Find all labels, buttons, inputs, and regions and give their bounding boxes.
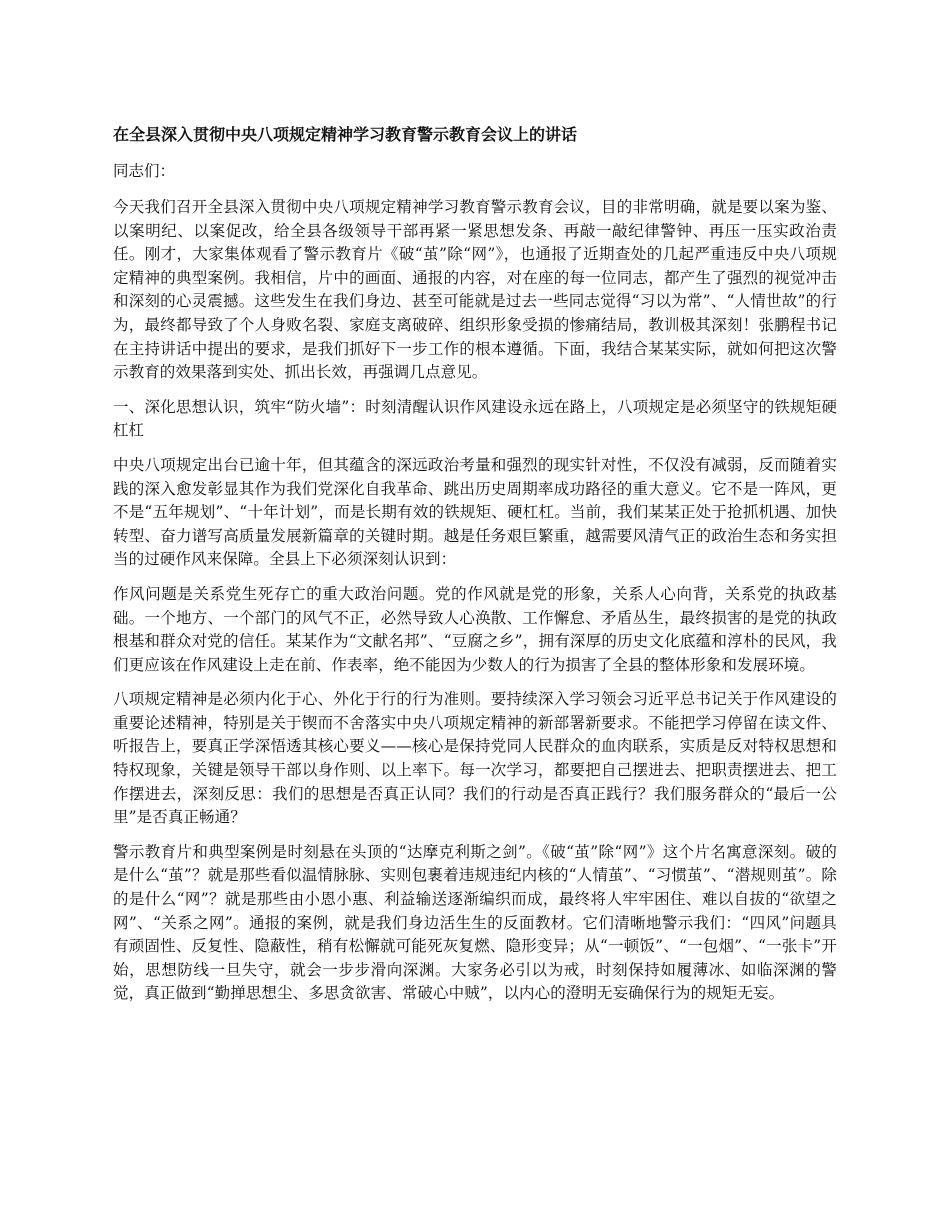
body-paragraph: 作风问题是关系党生死存亡的重大政治问题。党的作风就是党的形象，关系人心向背，关系党的执政基础。一个地方、一个部门的风气不正，必然导致人心涣散、工作懈怠、矛盾丛生，最终损害的是党的执政根基和群众对党的信任。某某作为“文献名邦”、“豆腐之乡”，拥有深厚的历史文化底蕴和淳朴的民风，我们更应该在作风建设上走在前、作表率，绝不能因为少数人的行为损害了全县的整体形象和发展环境。 [113, 584, 837, 674]
body-paragraph: 中央八项规定出台已逾十年，但其蕴含的深远政治考量和强烈的现实针对性，不仅没有减弱，反而随着实践的深入愈发彰显其作为我们党深化自我革命、跳出历史周期率成功路径的重大意义。它不是一阵风，更不是“五年规划”、“十年计划”，而是长期有效的铁规矩、硬杠杠。当前，我们某某正处于抢抓机遇、加快转型、奋力谱写高质量发展新篇章的关键时期。越是任务艰巨繁重，越需要风清气正的政治生态和务实担当的过硬作风来保障。全县上下必须深刻认识到： [113, 455, 837, 569]
document-title: 在全县深入贯彻中央八项规定精神学习教育警示教育会议上的讲话 [113, 125, 578, 144]
body-paragraph: 警示教育片和典型案例是时刻悬在头顶的“达摩克利斯之剑”。《破“茧”除“网”》这个片名寓意深刻。破的是什么“茧”？就是那些看似温情脉脉、实则包裹着违规违纪内核的“人情茧”、“习惯茧”、“潜规则茧”。除的是什么“网”？就是那些由小恩小惠、利益输送逐渐编织而成，最终将人牢牢困住、难以自拔的“欲望之网”、“关系之网”。通报的案例，就是我们身边活生生的反面教材。它们清晰地警示我们：“四风”问题具有顽固性、反复性、隐蔽性，稍有松懈就可能死灰复燃、隐形变异；从“一顿饭”、“一包烟”、“一张卡”开始，思想防线一旦失守，就会一步步滑向深渊。大家务必引以为戒，时刻保持如履薄冰、如临深渊的警觉，真正做到“勤掸思想尘、多思贪欲害、常破心中贼”，以内心的澄明无妄确保行为的规矩无妄。 [113, 842, 837, 1003]
document-page [113, 122, 837, 1017]
salutation: 同志们： [113, 162, 176, 180]
intro-paragraph: 今天我们召开全县深入贯彻中央八项规定精神学习教育警示教育会议，目的非常明确，就是要以案为鉴、以案明纪、以案促改，给全县各级领导干部再紧一紧思想发条、再敲一敲纪律警钟、再压一压实政治责任。刚才，大家集体观看了警示教育片《破“茧”除“网”》，也通报了近期查处的几起严重违反中央八项规定精神的典型案例。我相信，片中的画面、通报的内容，对在座的每一位同志，都产生了强烈的视觉冲击和深刻的心灵震撼。这些发生在我们身边、甚至可能就是过去一些同志觉得“习以为常”、“人情世故”的行为，最终都导致了个人身败名裂、家庭支离破碎、组织形象受损的惨痛结局，教训极其深刻！张鹏程书记在主持讲话中提出的要求，是我们抓好下一步工作的根本遵循。下面，我结合某某实际，就如何把这次警示教育的效果落到实处、抓出长效，再强调几点意见。 [113, 198, 837, 382]
section-heading: 一、深化思想认识，筑牢“防火墙”：时刻清醒认识作风建设永远在路上，八项规定是必须坚守的铁规矩硬杠杠 [113, 397, 837, 440]
body-paragraph: 八项规定精神是必须内化于心、外化于行的行为准则。要持续深入学习领会习近平总书记关于作风建设的重要论述精神，特别是关于锲而不舍落实中央八项规定精神的新部署新要求。不能把学习停留在读文件、听报告上，要真正学深悟透其核心要义——核心是保持党同人民群众的血肉联系，实质是反对特权思想和特权现象，关键是领导干部以身作则、以上率下。每一次学习，都要把自己摆进去、把职责摆进去、把工作摆进去，深刻反思：我们的思想是否真正认同？我们的行动是否真正践行？我们服务群众的“最后一公里”是否真正畅通？ [113, 690, 837, 827]
